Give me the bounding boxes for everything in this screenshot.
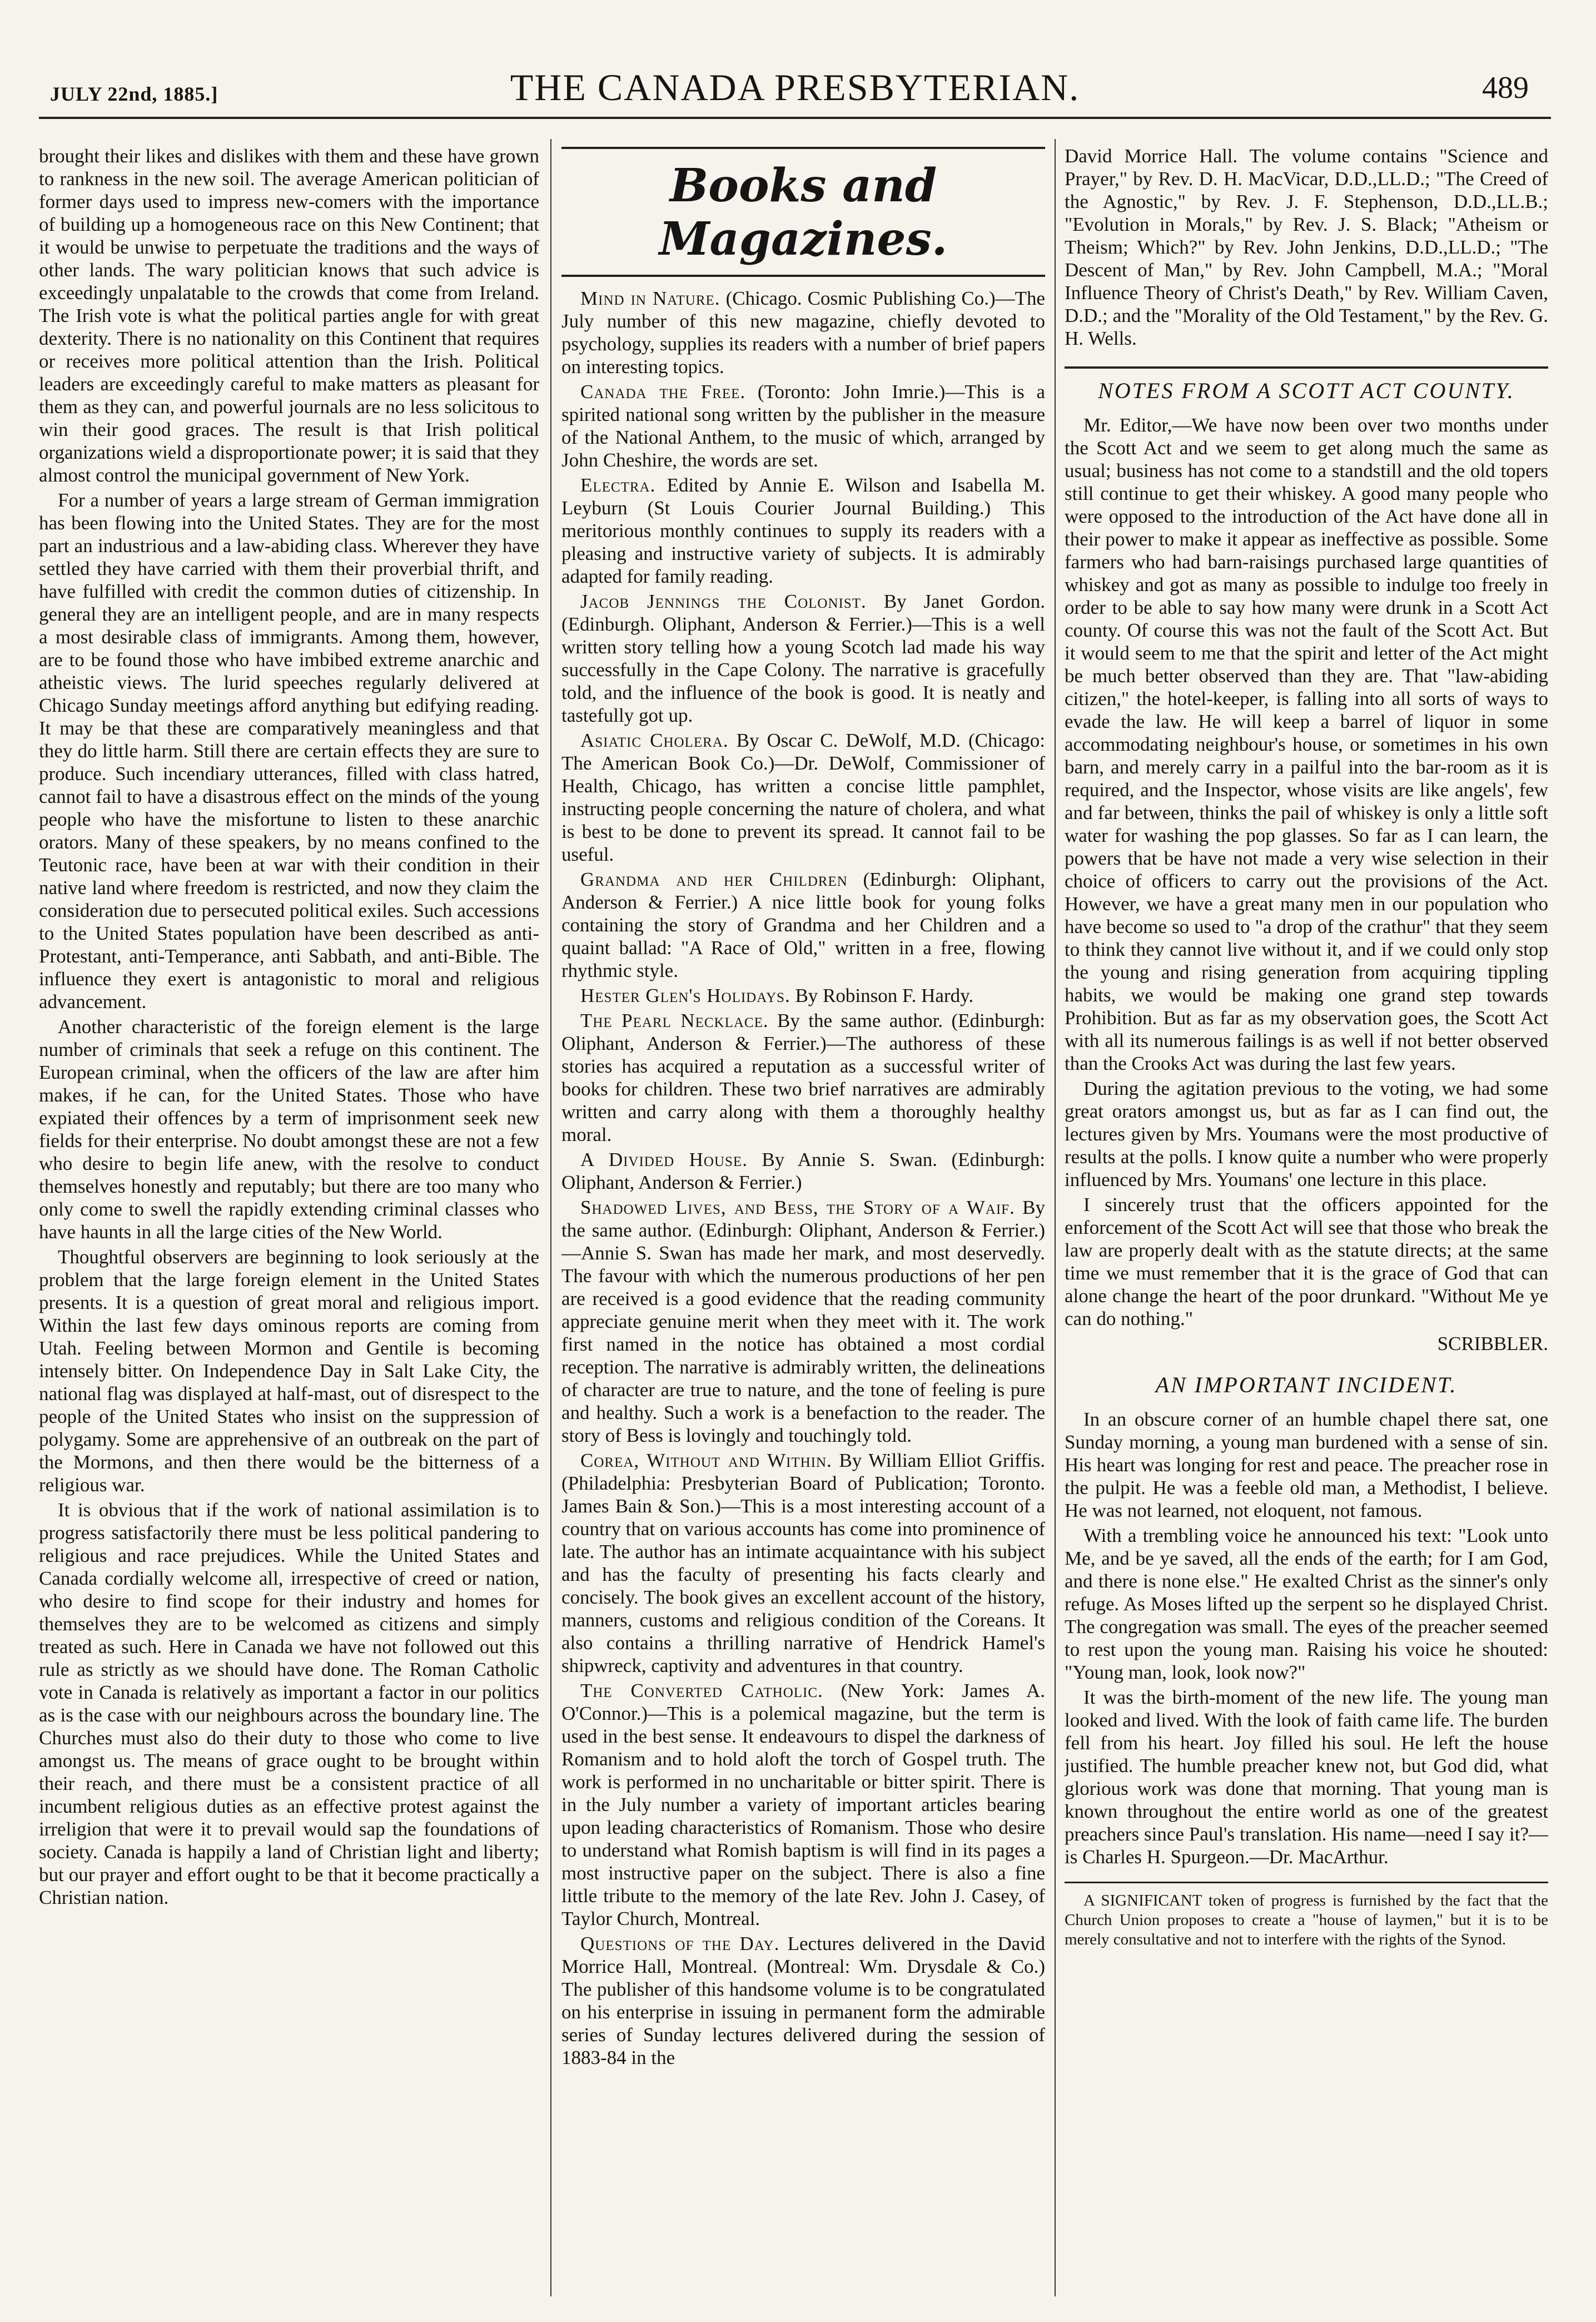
column-middle xyxy=(561,145,1045,2296)
review-body: (Toronto: John Imrie.)—This is a spirited national song written by the publisher in the measure of the National Anthem, to the music of which, arranged by John Cheshire, the words are set. xyxy=(561,381,1045,471)
review-title: Hester Glen's Holidays. xyxy=(580,985,790,1006)
news-note xyxy=(1065,1891,1548,1949)
review-entry xyxy=(561,474,1045,588)
review-entry xyxy=(561,1009,1045,1146)
paragraph: During the agitation previous to the voting, we had some great orators amongst us, but as far as I can find out, the lectures given by Mrs. Youmans were the most productive of results at the polls. I know quite a number who were properly influenced by Mrs. Youmans' one lecture in this place. xyxy=(1065,1078,1548,1190)
review-entry xyxy=(561,380,1045,472)
review-title: Mind in Nature. xyxy=(580,287,720,309)
review-entry xyxy=(561,590,1045,727)
review-title: The Pearl Necklace. xyxy=(580,1010,769,1031)
review-body: By Robinson F. Hardy. xyxy=(795,985,974,1006)
review-body: By the same author. (Edinburgh: Oliphant, Anderson & Ferrier.)—Annie S. Swan has made her mark, and most deservedly. The favour with which the numerous productions of her pen are received is a good evidence that the reading community appreciate genuine merit when they meet with it. The work first named in the notice has obtained a most cordial reception. The narrative is admirably written, the delineations of character are true to nature, and the tone of feeling is pure and healthy. Such a work is a benefaction to the reader. The story of Bess is lovingly and touchingly told. xyxy=(561,1197,1045,1446)
divider xyxy=(1065,1882,1548,1883)
review-title: Questions of the Day. xyxy=(580,1933,780,1954)
paragraph: Thoughtful observers are beginning to look seriously at the problem that the large foreign element in the United States presents. It is a question of great moral and religious import. Within the last few days ominous reports are coming from Utah. Feeling between Mormon and Gentile is becoming intensely bitter. On Independence Day in Salt Lake City, the national flag was displayed at half-mast, out of disrespect to the people of the United States who insist on the suppression of polygamy. Some are apprehensive of an outbreak on the part of the Mormons, and then there would be the bitterness of a religious war. xyxy=(39,1246,539,1496)
review-entry xyxy=(561,1449,1045,1677)
review-body: (Edinburgh: Oliphant, Anderson & Ferrier.) A nice little book for young folks containing the story of Grandma and her Children and a quaint ballad: "A Race of Old," written in a free, flowing rhythmic style. xyxy=(561,869,1045,981)
column-right xyxy=(1065,145,1548,2296)
review-body: Lectures delivered in the David Morrice Hall, Montreal. (Montreal: Wm. Drysdale & Co.) The publisher of this handsome volume is to be congratulated on his enterprise in issuing in permanent form the admirable series of Sunday lectures delivered during the session of 1883-84 in the xyxy=(561,1933,1045,2068)
page-number: 489 xyxy=(1482,71,1529,105)
paragraph: David Morrice Hall. The volume contains "Science and Prayer," by Rev. D. H. MacVicar, D.D.,LL.D.; "The Creed of the Agnostic," by Rev. J. F. Stephenson, D.D.,LL.B.; "Evolution in Morals," by Rev. J. S. Black; "Atheism or Theism; Which?" by Rev. John Jenkins, D.D.,LL.D.; "The Descent of Man," by Rev. John Campbell, M.A.; "Moral Influence Theory of Christ's Death," by Rev. William Caven, D.D.; and the "Morality of the Old Testament," by the Rev. G. H. Wells. xyxy=(1065,145,1548,349)
review-entry xyxy=(561,1148,1045,1194)
review-body: By William Elliot Griffis. (Philadelphia: Presbyterian Board of Publication; Toronto. James Bain & Son.)—This is a most interesting account of a country that on various accounts has come into prominence of late. The author has an intimate acquaintance with his subject and has the faculty of presenting his facts clearly and concisely. The book gives an excellent account of the history, manners, customs and religious condition of the Coreans. It also contains a thrilling narrative of Hendrick Hamel's shipwreck, captivity and adventures in that country. xyxy=(561,1450,1045,1676)
section-masthead: Books and Magazines. xyxy=(561,147,1045,277)
review-title: Shadowed Lives, and Bess, the Story of a Waif. xyxy=(580,1197,1015,1218)
signature: SCRIBBLER. xyxy=(1437,1333,1548,1354)
paragraph: It was the birth-moment of the new life. The young man looked and lived. With the look of faith came life. The burden fell from his heart. Joy filled his soul. He left the house justified. The humble preacher knew not, but God did, what glorious work was done that morning. That young man is known throughout the entire world as one of the greatest preachers since Paul's translation. His name—need I say it?—is Charles H. Spurgeon.—Dr. MacArthur. xyxy=(1065,1686,1548,1868)
review-title: Jacob Jennings the Colonist. xyxy=(580,591,867,612)
review-body: By Oscar C. DeWolf, M.D. (Chicago: The American Book Co.)—Dr. DeWolf, Commissioner of Health, Chicago, has written a concise little pamphlet, instructing people concerning the nature of cholera, and what is best to be done to prevent its spread. It cannot fail to be useful. xyxy=(561,730,1045,865)
review-title: A Divided House. xyxy=(580,1149,748,1170)
review-body: (New York: James A. O'Connor.)—This is a polemical magazine, but the term is used in the best sense. It endeavours to dispel the darkness of Romanism and to hold aloft the torch of Gospel truth. The work is performed in no uncharitable or bitter spirit. There is in the July number a variety of important articles bearing upon leading characteristics of Romanism. Those who desire to understand what Romish baptism is will find in its pages a most instructive paper on the subject. There is also a fine little tribute to the memory of the late Rev. John J. Casey, of Taylor Church, Montreal. xyxy=(561,1680,1045,1929)
review-title: Electra. xyxy=(580,474,656,496)
review-entry xyxy=(561,1679,1045,1930)
review-title: Grandma and her Children xyxy=(580,869,848,890)
paragraph: brought their likes and dislikes with them and these have grown to rankness in the new soil. The average American politician of former days used to impress new-comers with the importance of building up a homogeneous race on this New Continent; that it would be unwise to perpetuate the traditions and the ways of other lands. The wary politician knows that such advice is exceedingly unpalatable to the crowds that come from Ireland. The Irish vote is what the political parties angle for with great dexterity. There is no nationality on this Continent that requires or receives more political attention than the Irish. Political leaders are exceedingly careful to make matters as pleasant for them as they can, and powerful journals are no less solicitous to win their good graces. The result is that Irish political organizations wield a disproportionate power; it is said that they almost control the municipal government of New York. xyxy=(39,145,539,486)
review-title: Asiatic Cholera. xyxy=(580,730,729,751)
paragraph: Another characteristic of the foreign element is the large number of criminals that seek a refuge on this continent. The European criminal, when the officers of the law are after him makes, if he can, for the United States. Those who have expiated their offences by a term of imprisonment seek new fields for their enterprise. No doubt amongst these are not a few who desire to begin life anew, with the resolve to conduct themselves honestly and reputably; but there are too many who only come to swell the rapidly extending criminal classes who have haunts in all the large cities of the New World. xyxy=(39,1016,539,1243)
paragraph: It is obvious that if the work of national assimilation is to progress satisfactorily there must be less political pandering to religious and race prejudices. While the United States and Canada cordially welcome all, irrespective of creed or nation, who desire to find scope for their industry and homes for themselves they are to be welcomed as citizens and simply treated as such. Here in Canada we have not followed out this rule as strictly as we should have done. The Roman Catholic vote in Canada is relatively as important a factor in our politics as is the case with our neighbours across the boundary line. The Churches must also do their duty to those who come to live amongst us. The means of grace ought to be brought within their reach, and there must be a consistent practice of all incumbent religious duties as an effective protest against the irreligion that were it to prevail would sap the foundations of society. Canada is happily a land of Christian light and liberty; but our prayer and effort ought to be that it become practically a Christian nation. xyxy=(39,1499,539,1908)
review-entry xyxy=(561,1932,1045,2069)
review-body: By the same author. (Edinburgh: Oliphant, Anderson & Ferrier.)—The authoress of these stories has acquired a reputation as a successful writer of books for children. These two brief narratives are admirably written and carry along with them a thoroughly healthy moral. xyxy=(561,1010,1045,1145)
review-body: By Annie S. Swan. (Edinburgh: Oliphant, Anderson & Ferrier.) xyxy=(561,1149,1045,1193)
review-entry xyxy=(561,1196,1045,1447)
paragraph: With a trembling voice he announced his text: "Look unto Me, and be ye saved, all the ends of the earth; for I am God, and there is none else." He exalted Christ as the sinner's only refuge. As Moses lifted up the serpent so he displayed Christ. The congregation was small. The eyes of the preacher seemed to rest upon the young man. Raising his voice he shouted: "Young man, look, look now?" xyxy=(1065,1525,1548,1683)
page-header xyxy=(39,66,1551,119)
review-title: The Converted Catholic. xyxy=(580,1680,823,1701)
review-entry xyxy=(561,287,1045,378)
review-title: Corea, Without and Within. xyxy=(580,1450,832,1471)
review-body: (Chicago. Cosmic Publishing Co.)—The July number of this new magazine, chiefly devoted to psychology, supplies its readers with a number of brief papers on interesting topics. xyxy=(561,287,1045,378)
review-entry xyxy=(561,984,1045,1007)
paragraph: For a number of years a large stream of German immigration has been flowing into the United States. They are for the most part an industrious and a law-abiding class. Wherever they have settled they have carried with them their proverbial thrift, and have fulfilled with credit the common duties of citizenship. In general they are an intelligent people, and are in many respects a most desirable class of immigrants. Among them, however, are to be found those who have imbibed extreme anarchic and atheistic views. The lurid speeches regularly delivered at Chicago Sunday meetings afford anything but edifying reading. It may be that these are comparatively meaningless and that they do little harm. Still there are certain effects they are sure to produce. Such incendiary utterances, filled with class hatred, cannot fail to have a disastrous effect on the minds of the young people who have the misfortune to listen to these anarchic orators. Many of these speakers, by no means confined to the Teutonic race, have been at war with their condition in their native land where freedom is restricted, and now they claim the consideration due to persecuted political exiles. Such accessions to the United States population have been described as anti-Protestant, anti-Temperance, anti Sabbath, and anti-Bible. The influence they exert is antagonistic to moral and religious advancement. xyxy=(39,489,539,1013)
paragraph: I sincerely trust that the officers appointed for the enforcement of the Scott Act will see that those who break the law are properly dealt with as the statute directs; at the same time we must remember that it is the grace of God that can alone change the heart of the poor drunkard. "Without Me ye can do nothing." xyxy=(1065,1194,1548,1329)
issue-date: JULY 22nd, 1885.] xyxy=(50,83,218,105)
review-body: By Janet Gordon. (Edinburgh. Oliphant, Anderson & Ferrier.)—This is a well written story telling how a young Scotch lad made his way successfully in the Cape Colony. The narrative is gracefully told, and the influence of the book is good. It is neatly and tastefully got up. xyxy=(561,591,1045,726)
paragraph: In an obscure corner of an humble chapel there sat, one Sunday morning, a young man burdened with a sense of sin. His heart was longing for rest and peace. The preacher rose in the pulpit. He was a feeble old man, a Methodist, I believe. He was not learned, not eloquent, not famous. xyxy=(1065,1408,1548,1521)
column-rule xyxy=(550,139,551,2296)
column-left xyxy=(39,145,539,2296)
review-title: Canada the Free. xyxy=(580,381,746,403)
section-heading: AN IMPORTANT INCIDENT. xyxy=(1155,1372,1458,1397)
paragraph: A SIGNIFICANT token of progress is furnished by the fact that the Church Union proposes to create a "house of laymen," but it is to be merely consultative and not to interfere with the rights of the Synod. xyxy=(1065,1892,1548,1948)
column-rule xyxy=(1055,139,1056,2296)
review-entry xyxy=(561,729,1045,866)
review-body: Edited by Annie E. Wilson and Isabella M. Leyburn (St Louis Courier Journal Building.) This meritorious monthly continues to supply its readers with a pleasing and instructive variety of subjects. It is admirably adapted for family reading. xyxy=(561,474,1045,587)
section-heading: NOTES FROM A SCOTT ACT COUNTY. xyxy=(1065,366,1548,404)
newspaper-title: THE CANADA PRESBYTERIAN. xyxy=(510,66,1080,108)
review-entry xyxy=(561,868,1045,982)
paragraph: Mr. Editor,—We have now been over two months under the Scott Act and we seem to get along much the same as usual; business has not come to a standstill and the old topers still continue to get their whiskey. A good many people who were opposed to the introduction of the Act have done all in their power to make it appear as ineffective as possible. Some farmers who had barn-raisings purchased large quantities of whiskey and got as many as possible to indulge too freely in order to be able to say how many were drunk in a Scott Act county. Of course this was not the fault of the Scott Act. But it would seem to me that the spirit and letter of the Act might be much better observed than they are. That "law-abiding citizen," the hotel-keeper, is falling into all sorts of ways to evade the law. He will keep a barrel of liquor in some accommodating neighbour's house, or sometimes in his own barn, and merely carry in a pailful into the bar-room as it is required, and the Inspector, whose visits are like angels', few and far between, thinks the pail of whiskey is only a little soft water for washing the pop glasses. So far as I can learn, the powers that be have not made a very wise selection in their choice of officers to carry out the provisions of the Act. However, we have a great many men in our population who have become so used to "a drop of the crathur" that they seem to think they cannot live without it, and if we could only stop the young and rising generation from acquiring tippling habits, we would be making one grand step towards Prohibition. But as far as my observation goes, the Scott Act with all its numerous failings is as well if not better observed than the Crooks Act was during the last few years. xyxy=(1065,414,1548,1074)
